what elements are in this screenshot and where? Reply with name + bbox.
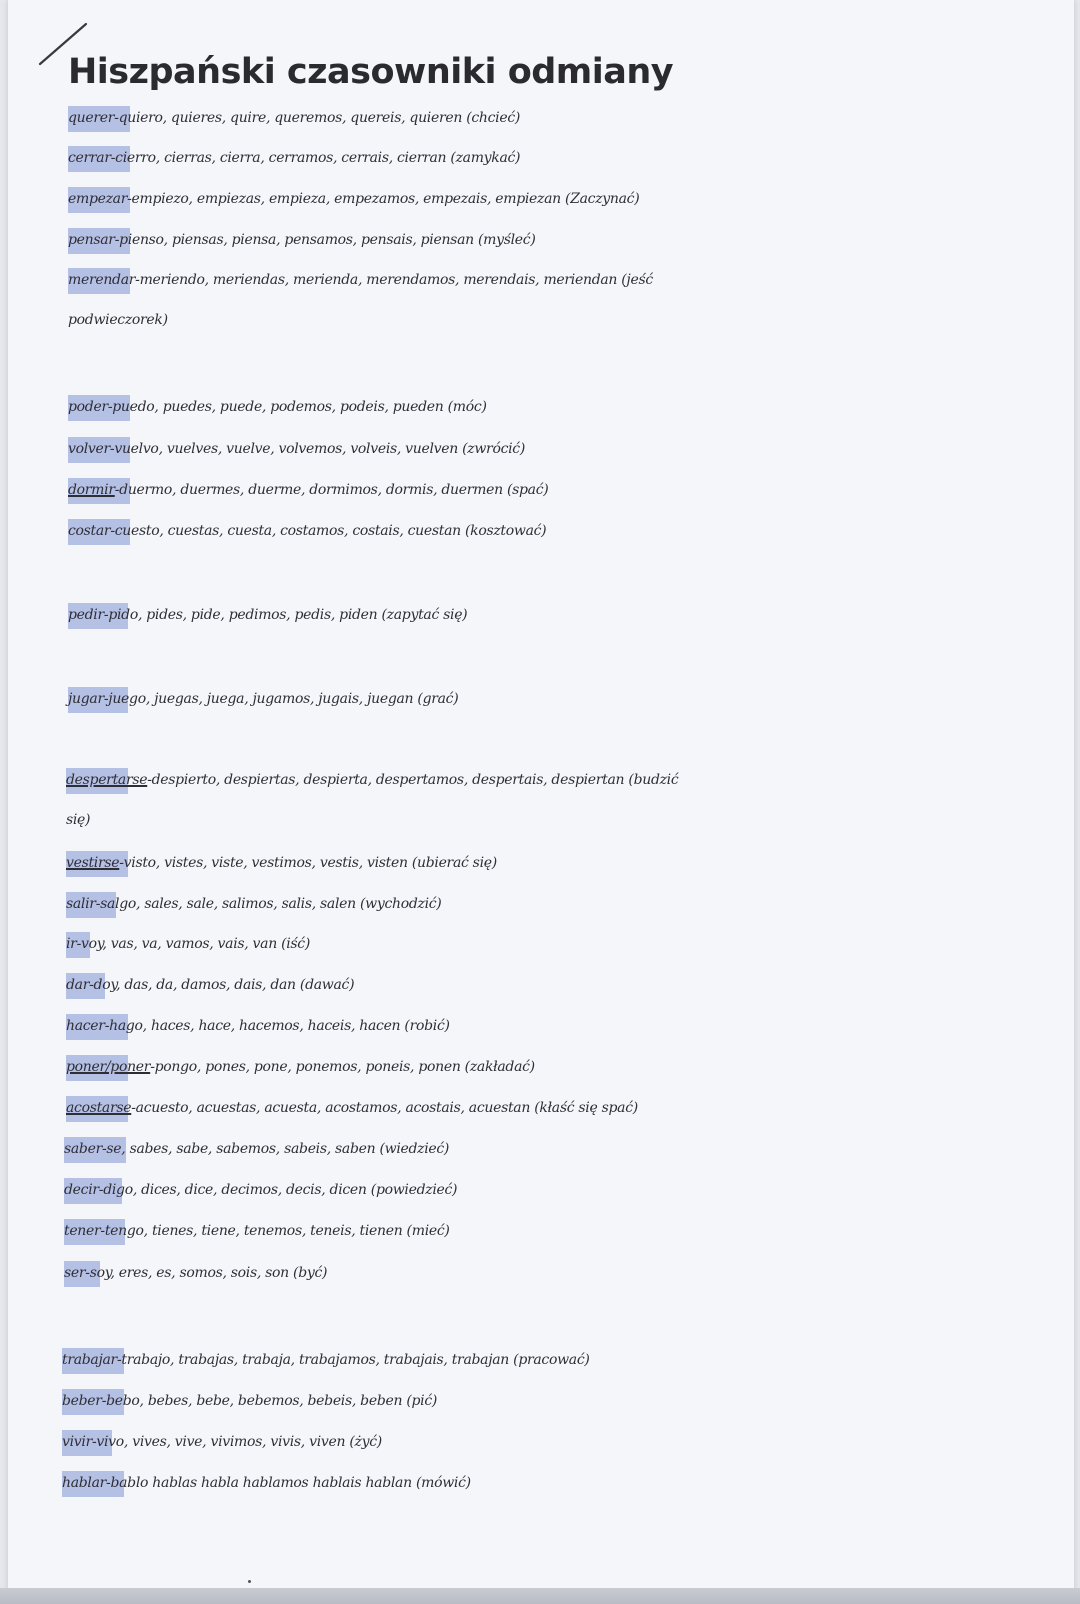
verb-line bbox=[62, 1465, 1062, 1501]
verb-line bbox=[66, 1008, 1066, 1044]
verb-label: cerrar bbox=[68, 150, 111, 166]
verb-line bbox=[68, 513, 1068, 549]
verb-label: decir bbox=[64, 1182, 99, 1198]
verb-infinitive bbox=[62, 1434, 92, 1450]
verb-infinitive bbox=[68, 441, 110, 457]
verb-line bbox=[64, 1213, 1064, 1249]
verb-infinitive bbox=[68, 272, 135, 288]
conjugation-text: -bebo, bebes, bebe, bebemos, bebeis, beben (pić) bbox=[101, 1393, 438, 1409]
conjugation-text: -puedo, puedes, puede, podemos, podeis, pueden (móc) bbox=[107, 399, 487, 415]
verb-line bbox=[62, 1424, 1062, 1460]
verb-infinitive bbox=[68, 607, 104, 623]
verb-infinitive bbox=[66, 936, 77, 952]
verb-infinitive bbox=[68, 150, 111, 166]
verb-infinitive bbox=[64, 1223, 100, 1239]
verb-infinitive bbox=[66, 977, 89, 993]
verb-line bbox=[66, 926, 1066, 962]
verb-infinitive bbox=[64, 1265, 85, 1281]
verb-label: volver bbox=[68, 441, 110, 457]
verb-label: beber bbox=[62, 1393, 102, 1409]
verb-label: pedir bbox=[68, 607, 104, 623]
verb-label: costar bbox=[68, 523, 111, 539]
conjugation-text: -empiezo, empiezas, empieza, empezamos, empezais, empiezan (Zaczynać) bbox=[127, 191, 640, 207]
verb-line bbox=[66, 1049, 1066, 1085]
verb-line bbox=[68, 302, 1068, 338]
notebook-page bbox=[8, 0, 1074, 1592]
verb-label: vestirse bbox=[66, 855, 120, 871]
verb-infinitive bbox=[68, 691, 104, 707]
verb-label: acostarse bbox=[66, 1100, 132, 1116]
verb-infinitive bbox=[62, 1393, 102, 1409]
verb-line bbox=[68, 262, 1068, 298]
conjugation-text: -cuesto, cuestas, cuesta, costamos, costais, cuestan (kosztować) bbox=[110, 523, 547, 539]
verb-label: ir bbox=[66, 936, 77, 952]
conjugation-text: -tengo, tienes, tiene, tenemos, teneis, tienen (mieć) bbox=[100, 1223, 450, 1239]
verb-infinitive bbox=[68, 110, 114, 126]
verb-line bbox=[64, 1255, 1064, 1291]
verb-infinitive bbox=[66, 1018, 105, 1034]
conjugation-text: -hago, haces, hace, hacemos, haceis, hacen (robić) bbox=[104, 1018, 450, 1034]
verb-infinitive bbox=[68, 191, 127, 207]
conjugation-text: -visto, vistes, viste, vestimos, vestis, visten (ubierać się) bbox=[119, 855, 497, 871]
conjugation-text: -quiero, quieres, quire, queremos, quereis, quieren (chcieć) bbox=[114, 110, 521, 126]
verb-line bbox=[66, 967, 1066, 1003]
conjugation-text: -meriendo, meriendas, merienda, merendamos, merendais, meriendan (jeść bbox=[135, 272, 653, 288]
verb-label: pensar bbox=[68, 232, 115, 248]
verb-label: tener bbox=[64, 1223, 101, 1239]
verb-infinitive bbox=[66, 896, 96, 912]
conjugation-text: -bablo hablas habla hablamos hablais hablan (mówić) bbox=[106, 1475, 471, 1491]
verb-label: ser bbox=[64, 1265, 86, 1281]
conjugation-text: -trabajo, trabajas, trabaja, trabajamos, trabajais, trabajan (pracować) bbox=[116, 1352, 590, 1368]
verb-label: trabajar bbox=[62, 1352, 117, 1368]
verb-line bbox=[64, 1172, 1064, 1208]
verb-infinitive bbox=[68, 523, 110, 539]
conjugation-text: -doy, das, da, damos, dais, dan (dawać) bbox=[89, 977, 355, 993]
verb-infinitive bbox=[68, 399, 108, 415]
conjugation-text: -pido, pides, pide, pedimos, pedis, piden (zapytać się) bbox=[103, 607, 468, 623]
verb-infinitive bbox=[66, 1059, 150, 1075]
verb-infinitive bbox=[62, 1352, 117, 1368]
conjugation-text: -acuesto, acuestas, acuesta, acostamos, acostais, acuestan (kłaść się spać) bbox=[131, 1100, 638, 1116]
verb-line bbox=[68, 389, 1068, 425]
verb-infinitive bbox=[64, 1182, 99, 1198]
verb-line bbox=[64, 1131, 1064, 1167]
conjugation-text: -vuelvo, vuelves, vuelve, volvemos, volveis, vuelven (zwrócić) bbox=[109, 441, 525, 457]
verb-label: poder bbox=[68, 399, 108, 415]
conjugation-text: -pienso, piensas, piensa, pensamos, pensais, piensan (myśleć) bbox=[114, 232, 536, 248]
background-surface bbox=[0, 1588, 1080, 1604]
verb-line bbox=[68, 140, 1068, 176]
verb-line bbox=[68, 100, 1068, 136]
verb-label: dar bbox=[66, 977, 90, 993]
verb-label: jugar bbox=[68, 691, 104, 707]
verb-line bbox=[66, 762, 1066, 798]
verb-line bbox=[62, 1342, 1062, 1378]
verb-label: salir bbox=[66, 896, 96, 912]
verb-label: dormir bbox=[68, 482, 115, 498]
conjugation-text: -se, sabes, sabe, sabemos, sabeis, saben (wiedzieć) bbox=[101, 1141, 450, 1157]
verb-label: hablar bbox=[62, 1475, 107, 1491]
conjugation-text: -vivo, vives, vive, vivimos, vivis, viven (żyć) bbox=[91, 1434, 382, 1450]
verb-infinitive bbox=[66, 855, 119, 871]
verb-label: poner/poner bbox=[66, 1059, 151, 1075]
verb-line bbox=[66, 1090, 1066, 1126]
verb-infinitive bbox=[66, 772, 147, 788]
verb-line bbox=[68, 597, 1068, 633]
conjugation-text: -digo, dices, dice, decimos, decis, dicen (powiedzieć) bbox=[98, 1182, 458, 1198]
verb-line bbox=[68, 222, 1068, 258]
verb-infinitive bbox=[62, 1475, 106, 1491]
verb-label: hacer bbox=[66, 1018, 105, 1034]
conjugation-text: -duermo, duermes, duerme, dormimos, dormis, duermen (spać) bbox=[114, 482, 549, 498]
conjugation-text: -pongo, pones, pone, ponemos, poneis, ponen (zakładać) bbox=[150, 1059, 535, 1075]
verb-label: querer bbox=[68, 110, 115, 126]
verb-line bbox=[66, 886, 1066, 922]
verb-line bbox=[66, 845, 1066, 881]
verb-label: saber bbox=[64, 1141, 102, 1157]
verb-label: empezar bbox=[68, 191, 128, 207]
conjugation-text: -juego, juegas, juega, jugamos, jugais, juegan (grać) bbox=[103, 691, 459, 707]
conjugation-text: -voy, vas, va, vamos, vais, van (iść) bbox=[76, 936, 311, 952]
verb-label: vivir bbox=[62, 1434, 92, 1450]
verb-line bbox=[68, 431, 1068, 467]
page-title: Hiszpański czasowniki odmiany bbox=[68, 52, 674, 92]
verb-label: despertarse bbox=[66, 772, 148, 788]
verb-infinitive bbox=[66, 1100, 131, 1116]
conjugation-text: podwieczorek) bbox=[68, 312, 168, 328]
verb-infinitive bbox=[68, 482, 115, 498]
verb-line bbox=[68, 472, 1068, 508]
conjugation-text: -despierto, despiertas, despierta, despertamos, despertais, despiertan (budzić bbox=[147, 772, 679, 788]
verb-infinitive bbox=[64, 1141, 102, 1157]
conjugation-text: się) bbox=[66, 812, 91, 828]
verb-line bbox=[68, 681, 1068, 717]
verb-infinitive bbox=[68, 232, 115, 248]
conjugation-text: -soy, eres, es, somos, sois, son (być) bbox=[85, 1265, 328, 1281]
conjugation-text: -salgo, sales, sale, salimos, salis, salen (wychodzić) bbox=[95, 896, 442, 912]
verb-line bbox=[66, 802, 1066, 838]
ink-dot bbox=[248, 1580, 251, 1583]
verb-line bbox=[62, 1383, 1062, 1419]
verb-line bbox=[68, 181, 1068, 217]
verb-label: merendar bbox=[68, 272, 136, 288]
conjugation-text: -cierro, cierras, cierra, cerramos, cerrais, cierran (zamykać) bbox=[110, 150, 521, 166]
